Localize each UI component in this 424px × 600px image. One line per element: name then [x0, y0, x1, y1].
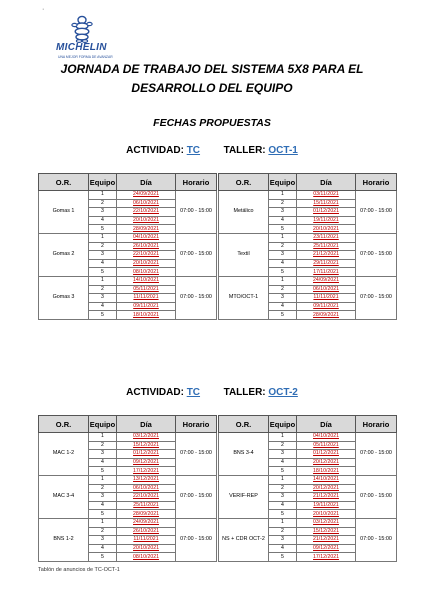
- equipo-cell: 5: [269, 311, 297, 320]
- dia-cell: 11/11/2021: [117, 294, 176, 303]
- equipo-cell: 5: [89, 467, 117, 476]
- equipo-cell: 1: [269, 433, 297, 442]
- equipo-cell: 4: [269, 458, 297, 467]
- equipo-cell: 2: [269, 527, 297, 536]
- or-cell: NS + CDR OCT-2: [219, 518, 269, 561]
- dia-cell: 17/11/2021: [297, 268, 356, 277]
- horario-cell: 07:00 - 15:00: [356, 433, 397, 476]
- equipo-cell: 2: [89, 242, 117, 251]
- actividad-label: ACTIVIDAD:: [126, 387, 184, 398]
- equipo-cell: 4: [269, 302, 297, 311]
- dia-cell: 20/10/2021: [117, 216, 176, 225]
- equipo-cell: 4: [269, 501, 297, 510]
- taller-value: OCT-2: [268, 387, 298, 398]
- horario-cell: 07:00 - 15:00: [356, 518, 397, 561]
- equipo-cell: 1: [269, 276, 297, 285]
- horario-header: Horario: [176, 174, 217, 191]
- equipo-cell: 3: [89, 450, 117, 459]
- equipo-cell: 3: [89, 251, 117, 260]
- section-heading-1: [0, 145, 424, 156]
- equipo-cell: 1: [89, 518, 117, 527]
- horario-header: Horario: [356, 416, 397, 433]
- table-row: [39, 475, 217, 484]
- dia-cell: 24/09/2021: [297, 276, 356, 285]
- equipo-cell: 2: [89, 285, 117, 294]
- equipo-cell: 2: [89, 441, 117, 450]
- dia-cell: 09/12/2021: [117, 458, 176, 467]
- dia-cell: 11/11/2021: [297, 294, 356, 303]
- equipo-cell: 3: [269, 493, 297, 502]
- header-row: [219, 174, 397, 191]
- equipo-cell: 2: [269, 242, 297, 251]
- table-row: [219, 475, 397, 484]
- horario-cell: 07:00 - 15:00: [356, 191, 397, 234]
- dia-cell: 18/10/2021: [117, 311, 176, 320]
- taller-label: TALLER:: [223, 145, 266, 156]
- dia-cell: 06/10/2021: [117, 484, 176, 493]
- dia-cell: 04/10/2021: [297, 433, 356, 442]
- equipo-cell: 2: [269, 199, 297, 208]
- equipo-cell: 2: [89, 484, 117, 493]
- equipo-cell: 5: [269, 467, 297, 476]
- equipo-cell: 3: [89, 208, 117, 217]
- equipo-cell: 1: [269, 475, 297, 484]
- equipo-cell: 1: [89, 191, 117, 200]
- equipo-cell: 4: [89, 216, 117, 225]
- dia-cell: 25/11/2021: [297, 242, 356, 251]
- dia-cell: 01/12/2021: [297, 450, 356, 459]
- dia-header: Día: [117, 416, 176, 433]
- dia-cell: 06/10/2021: [297, 285, 356, 294]
- equipo-cell: 4: [89, 259, 117, 268]
- equipo-cell: 4: [89, 302, 117, 311]
- dia-cell: 24/09/2021: [117, 191, 176, 200]
- table-row: [39, 233, 217, 242]
- horario-cell: 07:00 - 15:00: [176, 276, 217, 319]
- equipo-header: Equipo: [269, 416, 297, 433]
- table-row: [39, 518, 217, 527]
- equipo-cell: 2: [269, 484, 297, 493]
- dia-cell: 18/10/2021: [297, 467, 356, 476]
- dia-cell: 09/11/2021: [117, 302, 176, 311]
- horario-cell: 07:00 - 15:00: [176, 475, 217, 518]
- equipo-cell: 5: [89, 268, 117, 277]
- footer-note: Tablón de anuncios de TC-OCT-1: [38, 567, 120, 573]
- or-cell: BNS 3-4: [219, 433, 269, 476]
- dia-cell: 25/11/2021: [117, 501, 176, 510]
- horario-cell: 07:00 - 15:00: [176, 191, 217, 234]
- document-subtitle: FECHAS PROPUESTAS: [153, 117, 271, 129]
- horario-cell: 07:00 - 15:00: [356, 475, 397, 518]
- equipo-cell: 1: [269, 518, 297, 527]
- dia-cell: 14/10/2021: [297, 475, 356, 484]
- table-row: [219, 518, 397, 527]
- taller-value: OCT-1: [268, 145, 298, 156]
- equipo-cell: 3: [89, 294, 117, 303]
- dia-cell: 19/11/2021: [297, 216, 356, 225]
- equipo-cell: 5: [269, 268, 297, 277]
- dia-cell: 06/10/2021: [117, 199, 176, 208]
- dia-cell: 13/12/2021: [117, 475, 176, 484]
- dia-header: Día: [117, 174, 176, 191]
- table-row: [219, 433, 397, 442]
- or-header: O.R.: [219, 416, 269, 433]
- dia-cell: 20/12/2021: [297, 458, 356, 467]
- brand-name: MICHELIN: [56, 42, 107, 53]
- header-row: [39, 416, 217, 433]
- equipo-cell: 1: [269, 233, 297, 242]
- dia-cell: 26/10/2021: [117, 527, 176, 536]
- equipo-cell: 4: [269, 259, 297, 268]
- equipo-cell: 5: [89, 510, 117, 519]
- dia-cell: 24/09/2021: [117, 518, 176, 527]
- equipo-cell: 3: [269, 208, 297, 217]
- michelin-logo: [56, 15, 136, 59]
- dia-cell: 01/12/2021: [117, 450, 176, 459]
- dia-cell: 28/09/2021: [297, 311, 356, 320]
- dia-cell: 22/10/2021: [117, 208, 176, 217]
- equipo-cell: 4: [269, 216, 297, 225]
- horario-cell: 07:00 - 15:00: [356, 233, 397, 276]
- equipo-cell: 4: [89, 501, 117, 510]
- table-row: [39, 433, 217, 442]
- schedule-table: [218, 173, 397, 320]
- equipo-cell: 1: [89, 475, 117, 484]
- dia-cell: 08/10/2021: [117, 268, 176, 277]
- dia-cell: 17/12/2021: [297, 553, 356, 562]
- dia-cell: 05/11/2021: [117, 285, 176, 294]
- dia-cell: 21/12/2021: [297, 251, 356, 260]
- dia-header: Día: [297, 174, 356, 191]
- equipo-header: Equipo: [89, 174, 117, 191]
- equipo-cell: 3: [269, 251, 297, 260]
- dia-cell: 09/12/2021: [297, 544, 356, 553]
- dia-cell: 26/10/2021: [117, 242, 176, 251]
- equipo-cell: 5: [89, 311, 117, 320]
- table-row: [219, 276, 397, 285]
- equipo-cell: 3: [269, 450, 297, 459]
- header-row: [219, 416, 397, 433]
- equipo-cell: 2: [269, 441, 297, 450]
- dia-cell: 22/10/2021: [117, 493, 176, 502]
- dia-cell: 01/12/2021: [297, 208, 356, 217]
- table-row: [219, 191, 397, 200]
- or-cell: MTO/OCT-1: [219, 276, 269, 319]
- dia-cell: 14/10/2021: [117, 276, 176, 285]
- or-header: O.R.: [39, 174, 89, 191]
- dia-cell: 20/10/2021: [297, 225, 356, 234]
- equipo-cell: 2: [269, 285, 297, 294]
- dia-cell: 03/11/2021: [297, 191, 356, 200]
- document-title-line1: JORNADA DE TRABAJO DEL SISTEMA 5X8 PARA EL: [60, 62, 364, 76]
- schedule-table: [38, 173, 217, 320]
- dia-cell: 22/10/2021: [117, 251, 176, 260]
- dia-cell: 28/09/2021: [117, 225, 176, 234]
- brand-tagline: UNA MEJOR FORMA DE AVANZAR: [58, 55, 113, 59]
- equipo-cell: 5: [269, 225, 297, 234]
- horario-cell: 07:00 - 15:00: [176, 233, 217, 276]
- or-cell: VERIF-REP: [219, 475, 269, 518]
- horario-cell: 07:00 - 15:00: [176, 433, 217, 476]
- dia-cell: 03/12/2021: [117, 433, 176, 442]
- dia-cell: 15/12/2021: [297, 527, 356, 536]
- equipo-cell: 1: [269, 191, 297, 200]
- bibendum-icon: [70, 15, 94, 43]
- schedule-table: [38, 415, 217, 562]
- equipo-cell: 1: [89, 433, 117, 442]
- equipo-cell: 4: [269, 544, 297, 553]
- equipo-cell: 2: [89, 527, 117, 536]
- dia-cell: 08/10/2021: [117, 553, 176, 562]
- dia-cell: 20/12/2021: [297, 484, 356, 493]
- equipo-cell: 3: [89, 493, 117, 502]
- schedule-table: [218, 415, 397, 562]
- dia-cell: 17/12/2021: [117, 467, 176, 476]
- actividad-value: TC: [186, 145, 201, 156]
- or-cell: BNS 1-2: [39, 518, 89, 561]
- dia-cell: 09/11/2021: [297, 302, 356, 311]
- dia-cell: 29/11/2021: [297, 259, 356, 268]
- equipo-cell: 4: [89, 458, 117, 467]
- table-row: [219, 233, 397, 242]
- horario-cell: 07:00 - 15:00: [176, 518, 217, 561]
- or-header: O.R.: [39, 416, 89, 433]
- equipo-header: Equipo: [89, 416, 117, 433]
- dia-cell: 23/11/2021: [297, 233, 356, 242]
- horario-cell: 07:00 - 15:00: [356, 276, 397, 319]
- table-row: [39, 276, 217, 285]
- or-cell: Gomas 2: [39, 233, 89, 276]
- dia-header: Día: [297, 416, 356, 433]
- or-cell: Textil: [219, 233, 269, 276]
- or-cell: MAC 3-4: [39, 475, 89, 518]
- dia-cell: 20/10/2021: [297, 510, 356, 519]
- equipo-cell: 5: [269, 510, 297, 519]
- document-title-line2: DESARROLLO DEL EQUIPO: [131, 81, 293, 95]
- or-cell: Gomas 1: [39, 191, 89, 234]
- actividad-value: TC: [186, 387, 201, 398]
- horario-header: Horario: [356, 174, 397, 191]
- dia-cell: 11/11/2021: [117, 536, 176, 545]
- or-cell: Metálico: [219, 191, 269, 234]
- table-row: [39, 191, 217, 200]
- equipo-header: Equipo: [269, 174, 297, 191]
- actividad-label: ACTIVIDAD:: [126, 145, 184, 156]
- or-cell: Gomas 3: [39, 276, 89, 319]
- dia-cell: 28/09/2021: [117, 510, 176, 519]
- or-header: O.R.: [219, 174, 269, 191]
- or-cell: MAC 1-2: [39, 433, 89, 476]
- horario-header: Horario: [176, 416, 217, 433]
- equipo-cell: 3: [269, 536, 297, 545]
- header-row: [39, 174, 217, 191]
- section-heading-2: [0, 387, 424, 398]
- dia-cell: 04/10/2021: [117, 233, 176, 242]
- dia-cell: 15/12/2021: [117, 441, 176, 450]
- corner-mark: ·: [42, 6, 45, 13]
- dia-cell: 15/11/2021: [297, 199, 356, 208]
- equipo-cell: 2: [89, 199, 117, 208]
- dia-cell: 21/12/2021: [297, 536, 356, 545]
- dia-cell: 21/12/2021: [297, 493, 356, 502]
- dia-cell: 05/11/2021: [297, 441, 356, 450]
- equipo-cell: 5: [269, 553, 297, 562]
- equipo-cell: 4: [89, 544, 117, 553]
- dia-cell: 20/10/2021: [117, 259, 176, 268]
- dia-cell: 19/11/2021: [297, 501, 356, 510]
- equipo-cell: 3: [89, 536, 117, 545]
- dia-cell: 20/10/2021: [117, 544, 176, 553]
- equipo-cell: 5: [89, 553, 117, 562]
- equipo-cell: 1: [89, 233, 117, 242]
- equipo-cell: 3: [269, 294, 297, 303]
- equipo-cell: 1: [89, 276, 117, 285]
- taller-label: TALLER:: [223, 387, 266, 398]
- equipo-cell: 5: [89, 225, 117, 234]
- dia-cell: 03/12/2021: [297, 518, 356, 527]
